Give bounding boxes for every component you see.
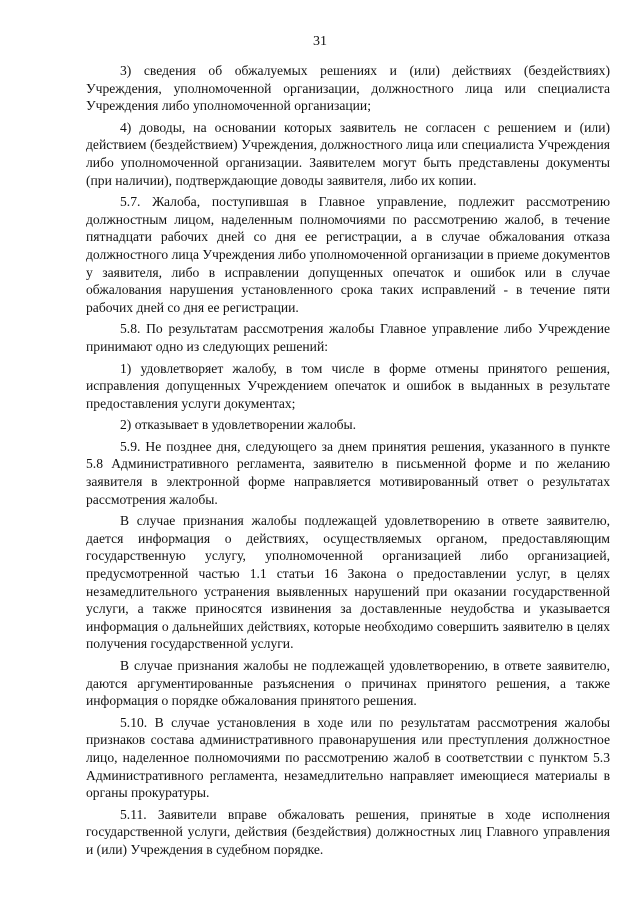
paragraph-item-4: 4) доводы, на основании которых заявитель не согласен с решением и (или) действием (бездействием) Учреждения, должностного лица или специалиста Учреждения либо уполномоченной организации. Заявителем могут быть представлены документы (при наличии), подтверждающие доводы заявителя, либо их копии.: [86, 119, 610, 188]
paragraph-5-8-item-2: 2) отказывает в удовлетворении жалобы.: [120, 417, 357, 433]
paragraph-5-9-satisfied: В случае признания жалобы подлежащей удовлетворению в ответе заявителю, дается информация о действиях, осуществляемых органом, предоставляющим государственную услугу, уполномоченной организацией либо организацией, предусмотренной частью 1.1 статьи 16 Закона о предоставлении услуг, в целях незамедлительного устранения выявленных нарушений при оказании государственной услуги, а также приносятся извинения за доставленные неудобства и указывается информация о дальнейших действиях, которые необходимо совершить заявителю в целях получения государственной услуги.: [86, 513, 610, 652]
paragraph-5-9-rejected: В случае признания жалобы не подлежащей удовлетворению, в ответе заявителю, даются аргументированные разъяснения о причинах принятого решения, а также информация о порядке обжалования принятого решения.: [86, 658, 610, 709]
paragraph-5-8-item-1: 1) удовлетворяет жалобу, в том числе в форме отмены принятого решения, исправления допущенных Учреждением опечаток и ошибок в выданных в результате предоставления услуги документах;: [86, 360, 610, 411]
paragraph-5-8: 5.8. По результатам рассмотрения жалобы Главное управление либо Учреждение принимают одно из следующих решений:: [86, 321, 610, 354]
paragraph-5-9: 5.9. Не позднее дня, следующего за днем принятия решения, указанного в пункте 5.8 Административного регламента, заявителю в письменной форме и по желанию заявителя в электронной форме направляется мотивированный ответ о результатах рассмотрения жалобы.: [86, 438, 610, 507]
paragraph-item-3: 3) сведения об обжалуемых решениях и (или) действиях (бездействиях) Учреждения, уполномоченной организации, должностного лица или специалиста Учреждения либо уполномоченной организации;: [86, 63, 610, 114]
paragraph-5-10: 5.10. В случае установления в ходе или по результатам рассмотрения жалобы признаков состава административного правонарушения или преступления должностное лицо, наделенное полномочиями по рассмотрению жалоб в соответствии с пунктом 5.3 Административного регламента, незамедлительно направляет имеющиеся материалы в органы прокуратуры.: [86, 714, 610, 801]
document-body: [86, 62, 610, 863]
page-number: 31: [313, 34, 327, 49]
paragraph-5-7: 5.7. Жалоба, поступившая в Главное управление, подлежит рассмотрению должностным лицом, наделенным полномочиями по рассмотрению жалоб, в течение пятнадцати рабочих дней со дня ее регистрации, а в случае обжалования отказа должностного лица Учреждения либо уполномоченной организации в приеме документов у заявителя, либо в исправлении допущенных опечаток и ошибок или в случае обжалования нарушения установленного срока таких исправлений - в течение пяти рабочих дней со дня ее регистрации.: [86, 194, 610, 315]
paragraph-5-11: 5.11. Заявители вправе обжаловать решения, принятые в ходе исполнения государственной услуги, действия (бездействия) должностных лиц Главного управления и (или) Учреждения в судебном порядке.: [86, 806, 610, 857]
